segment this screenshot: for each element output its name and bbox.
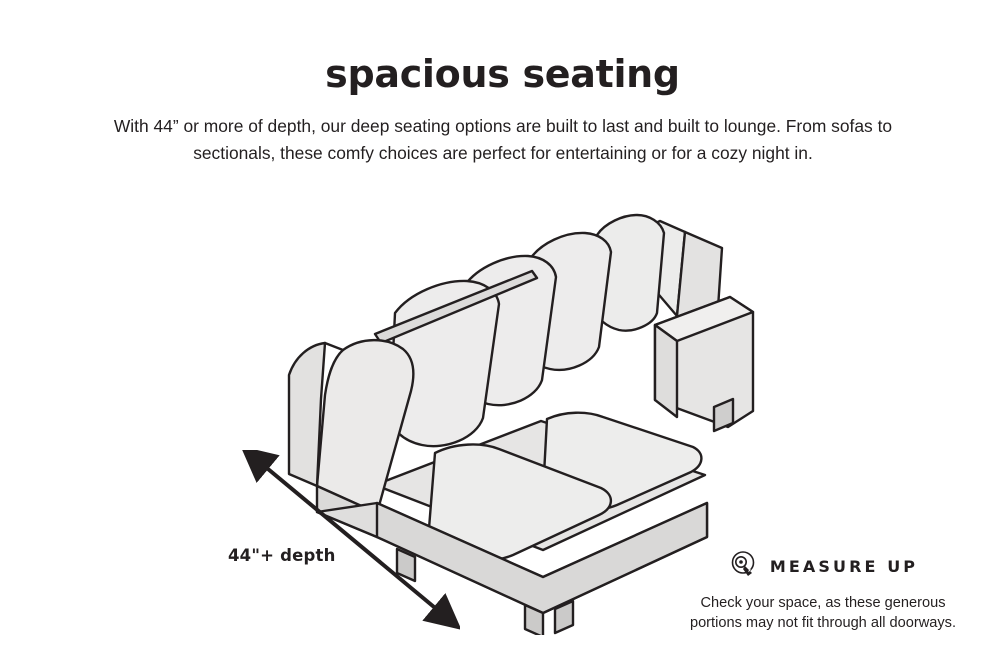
measure-up-block bbox=[673, 549, 973, 633]
page-subcopy: With 44” or more of depth, our deep seating options are built to last and built to lounge. From sofas to sectionals, these comfy choices are perfect for entertaining or for a cozy night in. bbox=[113, 116, 893, 163]
measure-up-note: Check your space, as these generous portions may not fit through all doorways. bbox=[689, 595, 957, 631]
depth-label: 44"+ depth bbox=[228, 546, 336, 565]
depth-dimension-arrow bbox=[240, 450, 460, 640]
page-title: spacious seating bbox=[325, 52, 680, 96]
tape-measure-icon bbox=[728, 549, 758, 584]
measure-up-title: MEASURE UP bbox=[769, 557, 919, 576]
measure-up-header bbox=[673, 549, 973, 584]
